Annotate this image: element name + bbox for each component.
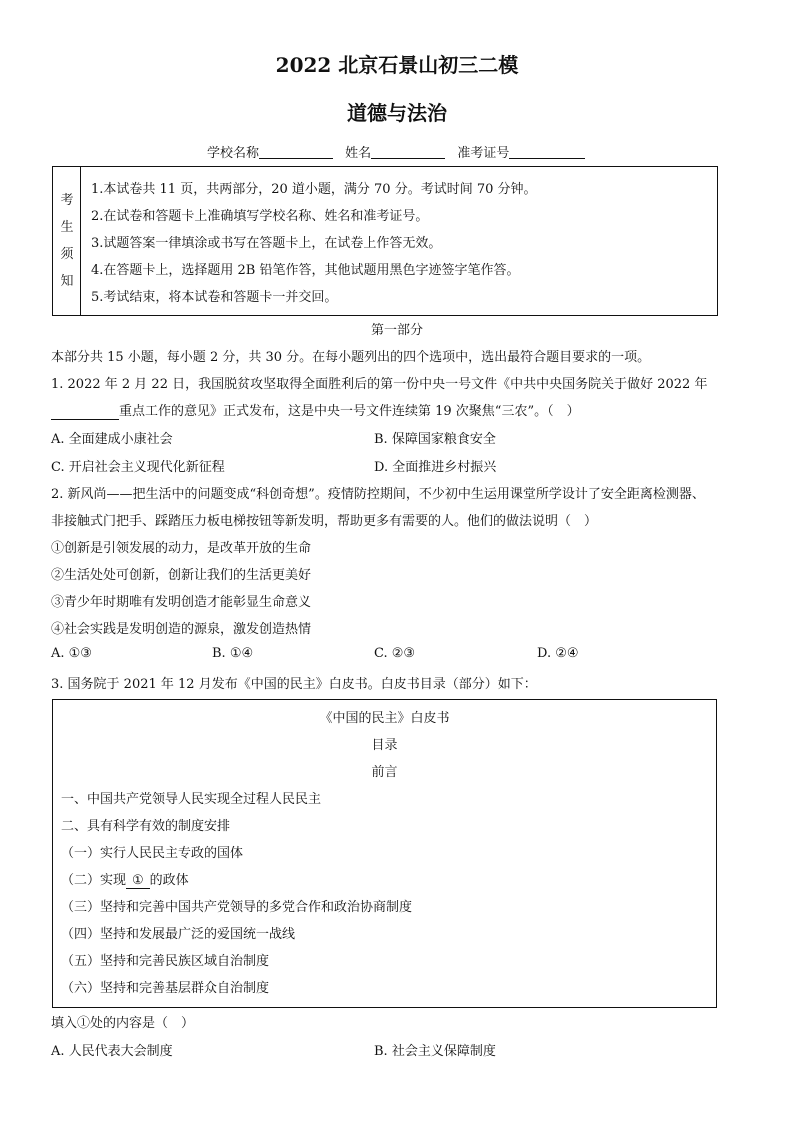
toc-chapter: 一、中国共产党领导人民实现全过程人民民主 [61,792,322,807]
q2-option-d: D. ②④ [537,646,579,661]
notice-item: 5.考试结束，将本试卷和答题卡一并交回。 [91,290,338,305]
toc-section: （六）坚持和完善基层群众自治制度 [61,981,270,996]
toc-section: （三）坚持和完善中国共产党领导的多党合作和政治协商制度 [61,900,413,915]
toc-book-title: 《中国的民主》白皮书 [319,711,450,726]
q3-ask: 填入①处的内容是（ ） [51,1016,195,1031]
notice-item: 3.试题答案一律填涂或书写在答题卡上，在试卷上作答无效。 [91,236,442,251]
q3-stem: 3. 国务院于 2021 年 12 月发布《中国的民主》白皮书。白皮书目录（部分）如下： [51,677,537,692]
q2-statement: ③青少年时期唯有发明创造才能彰显生命意义 [51,595,312,610]
exam-no-blank [509,144,585,159]
notice-side-label [53,167,81,315]
q1-stem-line1: 1. 2022 年 2 月 22 日，我国脱贫攻坚取得全面胜利后的第一份中央一号文件《中共中央国务院关于做好 2022 年 [51,377,708,392]
part1-intro: 本部分共 15 小题，每小题 2 分，共 30 分。在每小题列出的四个选项中，选出最符合题目要求的一项。 [51,350,651,365]
q3-contents-box [52,699,717,1008]
q2-option-b: B. ①④ [212,646,254,661]
toc-section: （四）坚持和发展最广泛的爱国统一战线 [61,927,296,942]
q3-option-a: A. 人民代表大会制度 [51,1044,173,1059]
q1-stem-line2 [51,400,580,420]
notice-item: 4.在答题卡上，选择题用 2B 铅笔作答，其他试题用黑色字迹签字笔作答。 [91,263,520,278]
toc-section-suffix: 的政体 [149,873,189,888]
q2-stem-line1: 2. 新风尚——把生活中的问题变成“科创奇想”。疫情防控期间，不少初中生运用课堂所学设计了安全距离检测器、 [51,487,705,502]
side-char: 考 [60,193,74,208]
q2-statement: ①创新是引领发展的动力，是改革开放的生命 [51,541,312,556]
q1-option-b: B. 保障国家粮食安全 [374,432,496,447]
q1-blank [51,404,119,420]
toc-chapter: 二、具有科学有效的制度安排 [61,819,231,834]
name-blank [371,144,445,159]
toc-section: （五）坚持和完善民族区域自治制度 [61,954,270,969]
q3-option-b: B. 社会主义保障制度 [374,1044,496,1059]
q2-stem-line2: 非接触式门把手、踩踏压力板电梯按钮等新发明，帮助更多有需要的人。他们的做法说明（ ） [51,514,598,529]
side-char: 知 [60,274,74,289]
toc-blank-1: ① [126,873,150,889]
toc-contents-heading: 目录 [371,738,398,753]
toc-section-prefix: （二）实现 [61,873,127,888]
q1-option-a: A. 全面建成小康社会 [51,432,173,447]
exam-no-label: 准考证号 [457,146,510,161]
q2-option-c: C. ②③ [374,646,416,661]
toc-preface: 前言 [371,765,398,780]
q1-stem-text: 重点工作的意见》正式发布，这是中央一号文件连续第 19 次聚焦“三农”。（ ） [119,404,580,419]
exam-title: 2022 北京石景山初三二模 [275,53,519,77]
subject-title: 道德与法治 [347,101,447,125]
q1-option-d: D. 全面推进乡村振兴 [374,460,497,475]
school-label: 学校名称 [207,146,260,161]
side-char: 须 [60,247,74,262]
part1-title: 第一部分 [370,323,423,338]
toc-section: （一）实行人民民主专政的国体 [61,846,244,861]
q2-option-a: A. ①③ [51,646,92,661]
side-char: 生 [60,220,74,235]
exam-notice-box [52,166,718,316]
q2-statement: ②生活处处可创新，创新让我们的生活更美好 [51,568,312,583]
school-blank [259,144,333,159]
notice-item: 2.在试卷和答题卡上准确填写学校名称、姓名和准考证号。 [91,209,429,224]
q1-option-c: C. 开启社会主义现代化新征程 [51,460,225,475]
student-info-line [207,142,593,161]
q2-statement: ④社会实践是发明创造的源泉，激发创造热情 [51,622,312,637]
name-label: 姓名 [345,146,372,161]
notice-item: 1.本试卷共 11 页，共两部分，20 道小题，满分 70 分。考试时间 70 分钟。 [91,182,537,197]
toc-section-with-blank [61,869,189,889]
